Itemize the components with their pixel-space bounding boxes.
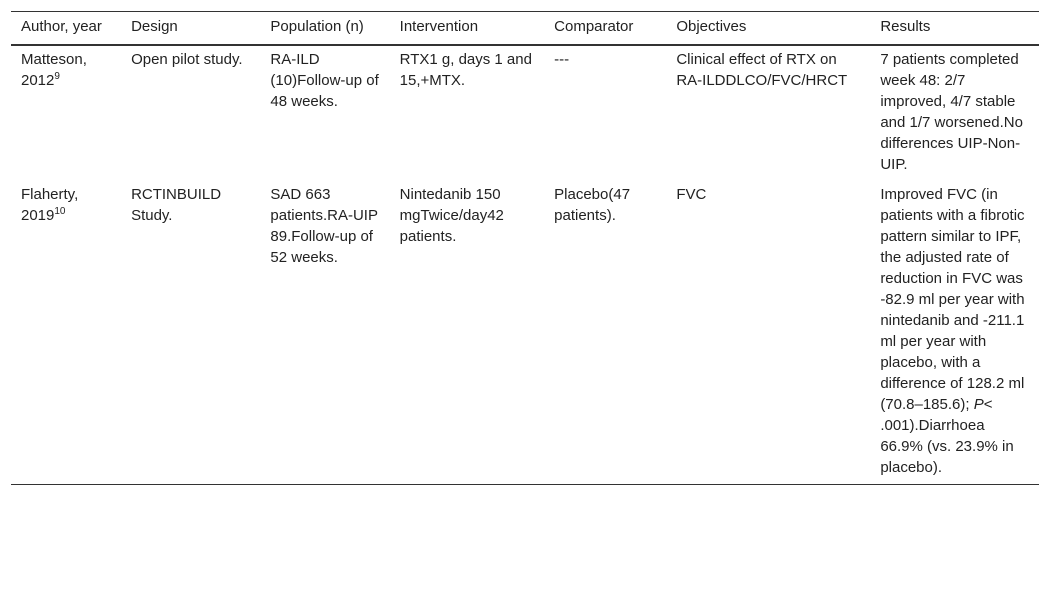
cell-objectives: Clinical effect of RTX on RA-ILDDLCO/FVC/HRCT [676,51,848,89]
col-header-comparator: Comparator [544,12,666,46]
cell-population: RA-ILD (10)Follow-up of 48 weeks. [270,51,379,110]
cell-intervention: Nintedanib 150 mgTwice/day42 patients. [390,181,545,485]
col-header-intervention: Intervention [390,12,545,46]
cell-author [11,45,121,181]
col-header-results: Results [870,12,1039,46]
cell-results: 7 patients completed week 48: 2/7 improved, 4/7 stable and 1/7 worsened.No differences UIP-Non-UIP. [880,51,1023,173]
table-row [11,181,1039,485]
cell-author [11,181,121,485]
col-header-design: Design [121,12,260,46]
cell-design: Open pilot study. [131,51,243,68]
study-table [11,11,1039,485]
table-header-row [11,12,1039,46]
reference-superscript: 10 [54,206,66,217]
cell-results [870,181,1039,485]
table-row [11,45,1039,181]
cell-objectives: FVC [666,181,870,485]
cell-comparator: Placebo(47 patients). [544,181,666,485]
reference-superscript: 9 [54,71,60,82]
author-text: Flaherty, 2019 [21,186,79,224]
p-value-symbol: P [973,396,984,413]
col-header-objectives: Objectives [666,12,870,46]
results-text-end: < .001).Diarrhoea 66.9% (vs. 23.9% in placebo). [880,396,1014,476]
results-text: Improved FVC (in patients with a fibrotic pattern similar to IPF, the adjusted rate of reduction in FVC was -82.9 ml per year with nintedanib and -211.1 ml per year with placebo, with a difference of 128.2 ml (70.8–185.6); [880,186,1025,413]
cell-comparator: --- [554,51,570,68]
cell-population: SAD 663 patients.RA-UIP 89.Follow-up of 52 weeks. [260,181,389,485]
col-header-author: Author, year [11,12,121,46]
author-text: Matteson, 2012 [21,51,87,89]
col-header-population: Population (n) [260,12,389,46]
cell-design: RCTINBUILD Study. [121,181,260,485]
cell-intervention: RTX1 g, days 1 and 15,+MTX. [399,51,532,89]
